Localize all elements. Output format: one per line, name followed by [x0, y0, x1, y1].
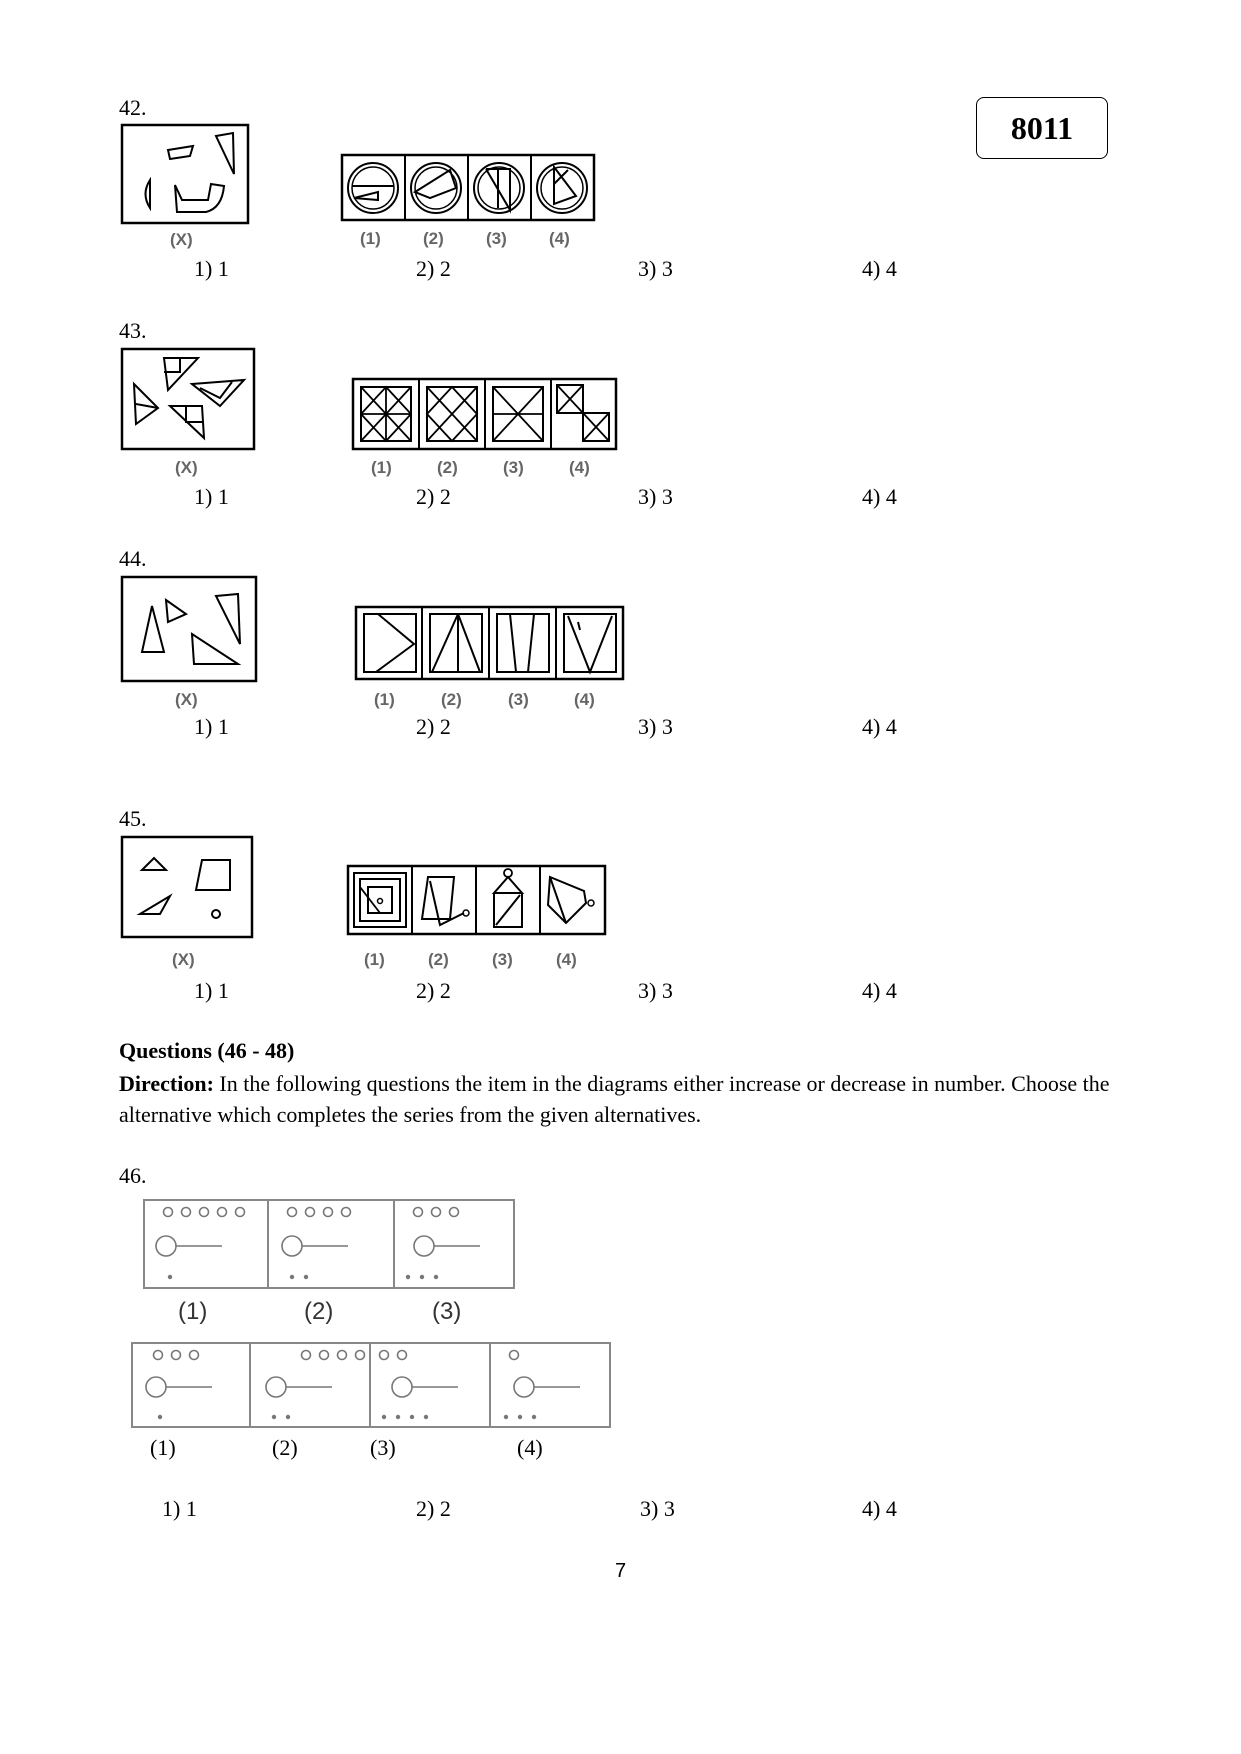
question-42-label-4: (4) — [549, 229, 570, 248]
question-45-option-1[interactable]: 1) 1 — [194, 978, 229, 1003]
question-42-figure-x — [120, 122, 260, 252]
question-46-series-label-3: (3) — [432, 1298, 462, 1325]
question-42-alternatives — [340, 152, 610, 252]
question-42-label-1: (1) — [360, 229, 381, 248]
direction-text: In the following questions the item in the diagrams either increase or decrease in number. Choose the alternative which completes the series from the given alternatives. — [119, 1071, 1110, 1127]
question-46-figure-label-3: (3) — [370, 1435, 396, 1460]
question-45-label-1: (1) — [364, 950, 385, 969]
question-43-option-4[interactable]: 4) 4 — [862, 484, 897, 509]
question-45-label-2: (2) — [428, 950, 449, 969]
question-45-figure-x — [120, 834, 260, 974]
question-43-alternatives — [351, 376, 621, 481]
question-44-alternatives — [354, 604, 629, 714]
question-45-label-4: (4) — [556, 950, 577, 969]
question-45-option-2[interactable]: 2) 2 — [416, 978, 451, 1003]
paper-code-box — [976, 97, 1108, 159]
question-45-alternatives — [346, 863, 616, 974]
question-46-series-label-2: (2) — [304, 1298, 334, 1325]
question-44-option-4[interactable]: 4) 4 — [862, 714, 897, 739]
question-43-option-3[interactable]: 3) 3 — [638, 484, 673, 509]
question-44-label-3: (3) — [508, 690, 529, 709]
section-title: Questions (46 - 48) — [119, 1038, 295, 1063]
question-45-option-4[interactable]: 4) 4 — [862, 978, 897, 1003]
question-46-figure-label-4: (4) — [517, 1435, 543, 1460]
question-44-label-4: (4) — [574, 690, 595, 709]
question-44-label-2: (2) — [441, 690, 462, 709]
question-44-number: 44. — [119, 546, 147, 571]
question-46-figure-label-2: (2) — [272, 1435, 298, 1460]
question-43-number: 43. — [119, 318, 147, 343]
question-46-figure-label-1: (1) — [150, 1435, 176, 1460]
question-42-option-4[interactable]: 4) 4 — [862, 256, 897, 281]
question-42-number: 42. — [119, 95, 147, 120]
question-43-label-1: (1) — [371, 458, 392, 477]
question-42-option-2[interactable]: 2) 2 — [416, 256, 451, 281]
question-46-option-3[interactable]: 3) 3 — [640, 1496, 675, 1521]
question-43-label-3: (3) — [503, 458, 524, 477]
question-43-option-2[interactable]: 2) 2 — [416, 484, 451, 509]
question-45-option-3[interactable]: 3) 3 — [638, 978, 673, 1003]
question-45-number: 45. — [119, 806, 147, 831]
question-46-option-1[interactable]: 1) 1 — [162, 1496, 197, 1521]
question-42-label-x: (X) — [170, 230, 193, 249]
paper-code: 8011 — [1010, 109, 1074, 146]
question-45-label-3: (3) — [492, 950, 513, 969]
question-42-option-1[interactable]: 1) 1 — [194, 256, 229, 281]
question-44-option-3[interactable]: 3) 3 — [638, 714, 673, 739]
question-42-option-3[interactable]: 3) 3 — [638, 256, 673, 281]
question-46-option-2[interactable]: 2) 2 — [416, 1496, 451, 1521]
question-42-label-2: (2) — [423, 229, 444, 248]
question-45-label-x: (X) — [172, 950, 195, 969]
question-43-option-1[interactable]: 1) 1 — [194, 484, 229, 509]
page-number: 7 — [614, 1560, 627, 1582]
question-46-alternative-figures — [130, 1340, 615, 1430]
question-46-option-4[interactable]: 4) 4 — [862, 1496, 897, 1521]
section-direction — [119, 1068, 1129, 1130]
direction-label: Direction: — [119, 1071, 214, 1096]
question-44-figure-x — [120, 574, 265, 714]
question-43-label-2: (2) — [437, 458, 458, 477]
question-46-number: 46. — [119, 1163, 147, 1188]
question-44-option-2[interactable]: 2) 2 — [416, 714, 451, 739]
question-46-series-figures — [142, 1197, 522, 1325]
question-44-label-1: (1) — [374, 690, 395, 709]
question-43-label-x: (X) — [175, 458, 198, 477]
question-42-label-3: (3) — [486, 229, 507, 248]
question-46-series-label-1: (1) — [178, 1298, 208, 1325]
question-43-figure-x — [120, 346, 260, 481]
question-44-label-x: (X) — [175, 690, 198, 709]
question-43-label-4: (4) — [569, 458, 590, 477]
question-44-option-1[interactable]: 1) 1 — [194, 714, 229, 739]
